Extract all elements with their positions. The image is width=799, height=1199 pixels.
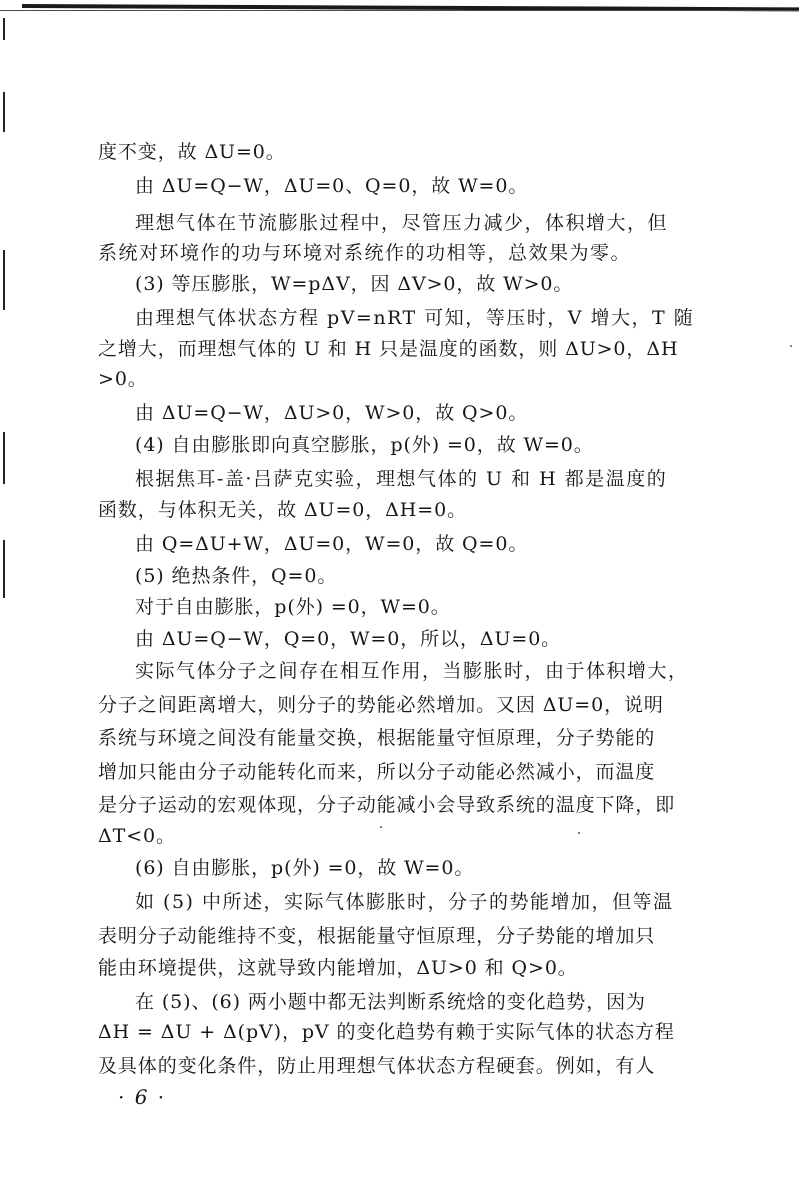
binding-mark <box>3 92 5 132</box>
text-line: 函数，与体积无关，故 ΔU=0，ΔH=0。 <box>98 499 467 521</box>
text-line: 如 (5) 中所述，实际气体膨胀时，分子的势能增加，但等温 <box>135 891 674 913</box>
text-line: 根据焦耳-盖·吕萨克实验，理想气体的 U 和 H 都是温度的 <box>135 468 668 490</box>
scan-speck <box>380 826 382 828</box>
scan-speck <box>790 345 792 347</box>
text-line: 能由环境提供，这就导致内能增加，ΔU>0 和 Q>0。 <box>98 957 578 979</box>
text-line: 表明分子动能维持不变，根据能量守恒原理，分子势能的增加只 <box>98 925 656 947</box>
text-line: 由 ΔU=Q−W，ΔU=0、Q=0，故 W=0。 <box>135 175 529 197</box>
text-line: 实际气体分子之间存在相互作用，当膨胀时，由于体积增大， <box>135 660 689 682</box>
text-line: 由理想气体状态方程 pV=nRT 可知，等压时，V 增大，T 随 <box>135 307 695 329</box>
scan-speck <box>578 832 580 834</box>
text-line: (6) 自由膨胀，p(外) =0，故 W=0。 <box>135 857 475 879</box>
text-line: ΔT<0。 <box>98 825 176 847</box>
text-line: ΔH = ΔU + Δ(pV)，pV 的变化趋势有赖于实际气体的状态方程 <box>98 1021 675 1043</box>
text-line: 分子之间距离增大，则分子的势能必然增加。又因 ΔU=0，说明 <box>98 694 664 716</box>
header-rule-thin <box>0 10 799 11</box>
text-line: 增加只能由分子动能转化而来，所以分子动能必然减小，而温度 <box>98 761 656 783</box>
text-line: (4) 自由膨胀即向真空膨胀，p(外) =0，故 W=0。 <box>135 434 594 456</box>
text-line: 在 (5)、(6) 两小题中都无法判断系统焓的变化趋势，因为 <box>135 991 646 1013</box>
text-line: 之增大，而理想气体的 U 和 H 只是温度的函数，则 ΔU>0，ΔH <box>98 338 679 360</box>
page-number: · 6 · <box>118 1085 167 1109</box>
binding-mark <box>3 18 5 40</box>
text-line: 由 ΔU=Q−W，ΔU>0，W>0，故 Q>0。 <box>135 402 529 424</box>
text-line: 是分子运动的宏观体现，分子动能减小会导致系统的温度下降，即 <box>98 794 676 816</box>
text-line: 对于自由膨胀，p(外) =0，W=0。 <box>135 596 451 618</box>
text-line: 及具体的变化条件，防止用理想气体状态方程硬套。例如，有人 <box>98 1055 656 1077</box>
text-line: 由 ΔU=Q−W，Q=0，W=0，所以，ΔU=0。 <box>135 628 562 650</box>
text-line: (3) 等压膨胀，W=pΔV，因 ΔV>0，故 W>0。 <box>135 273 574 295</box>
text-line: 理想气体在节流膨胀过程中，尽管压力减少，体积增大，但 <box>135 212 669 234</box>
binding-mark <box>3 540 5 598</box>
text-line: 系统与环境之间没有能量交换，根据能量守恒原理，分子势能的 <box>98 727 656 749</box>
binding-mark <box>3 250 5 310</box>
text-line: >0。 <box>98 368 148 390</box>
text-line: 度不变，故 ΔU=0。 <box>98 141 286 163</box>
text-line: 系统对环境作的功与环境对系统作的功相等，总效果为零。 <box>98 242 632 264</box>
text-line: (5) 绝热条件，Q=0。 <box>135 565 338 587</box>
binding-mark <box>3 432 5 484</box>
text-line: 由 Q=ΔU+W，ΔU=0，W=0，故 Q=0。 <box>135 533 529 555</box>
